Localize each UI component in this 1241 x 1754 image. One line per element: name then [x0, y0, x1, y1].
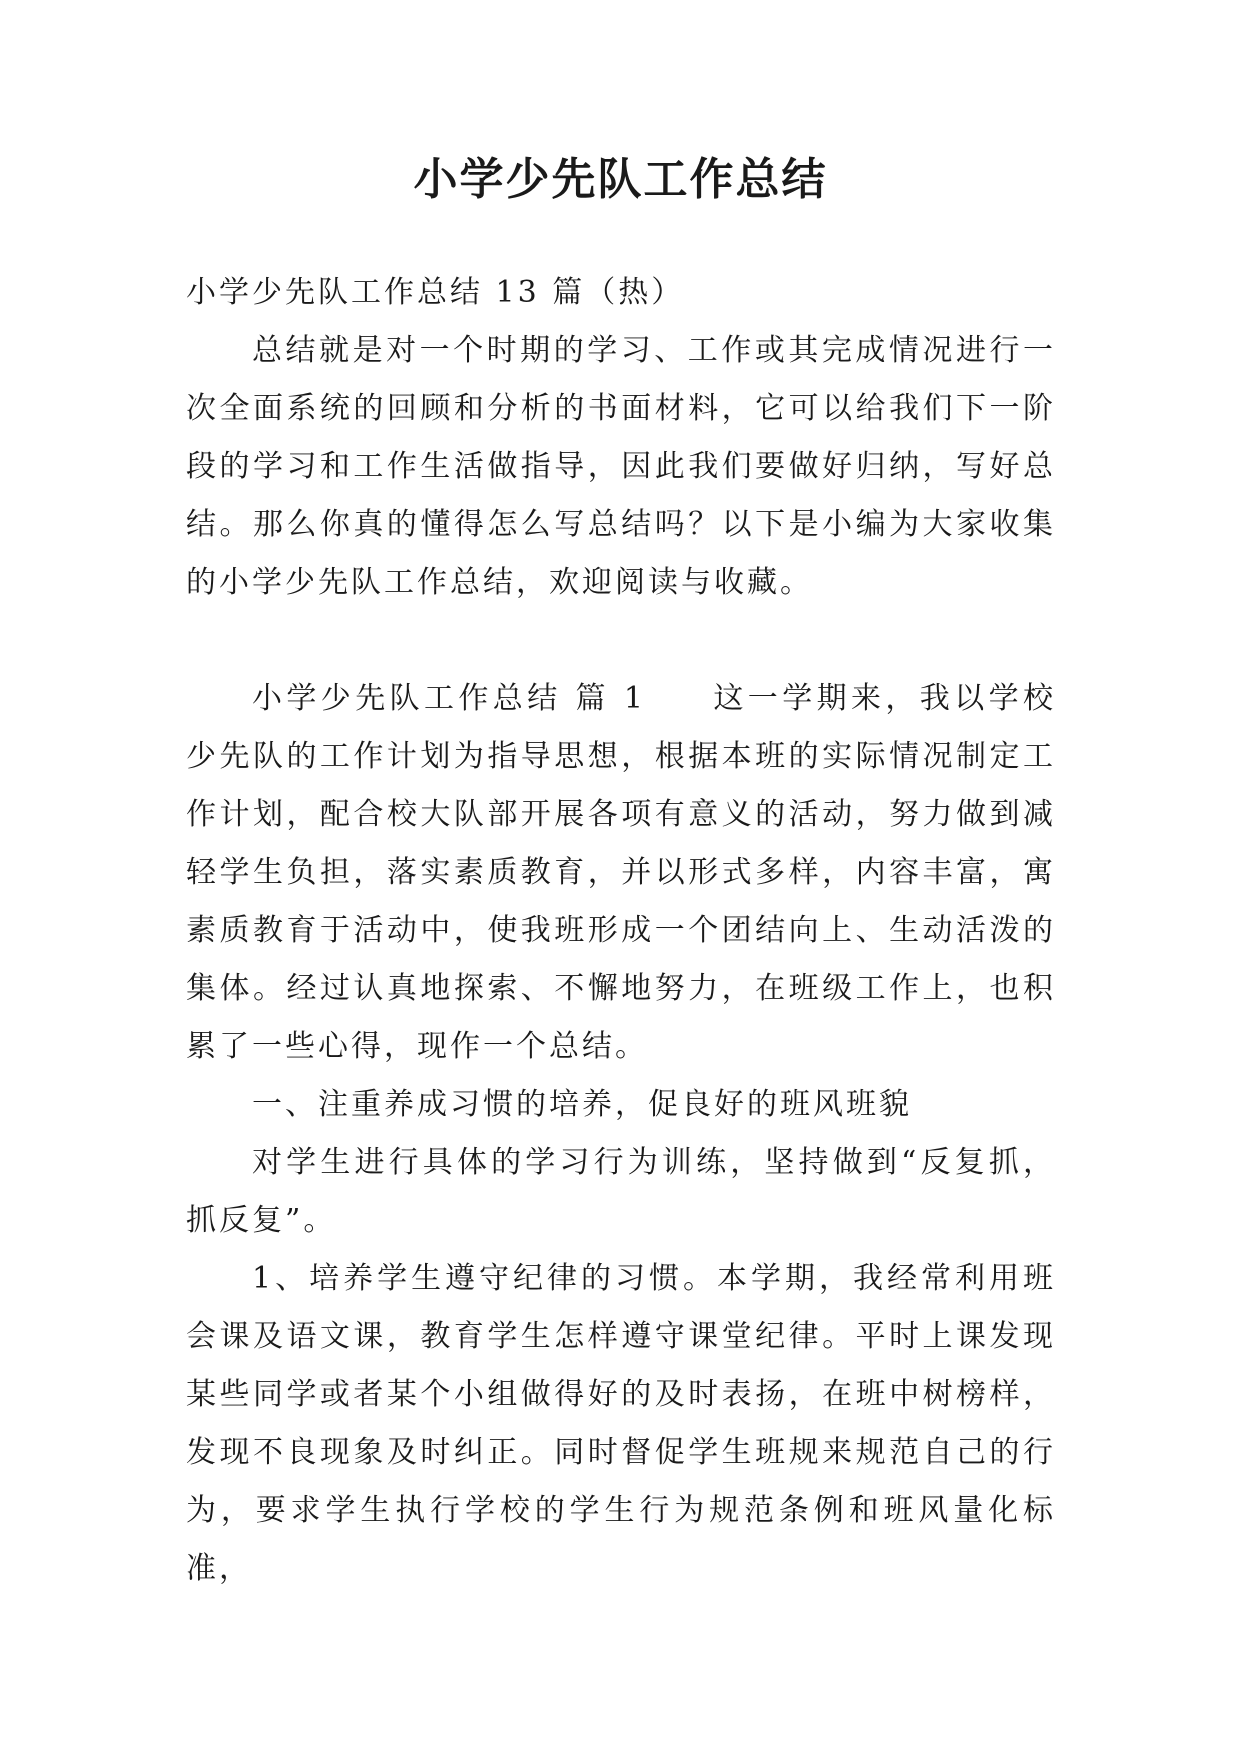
section-1-heading: 小学少先队工作总结 篇 1	[252, 681, 646, 716]
document-title: 小学少先队工作总结	[413, 154, 828, 205]
paragraph-spacer	[186, 612, 1056, 670]
document-subtitle: 小学少先队工作总结 13 篇（热）	[186, 275, 685, 310]
section-1-paragraph	[186, 670, 1056, 1076]
point-1-paragraph: 对学生进行具体的学习行为训练，坚持做到“反复抓，抓反复”。	[186, 1145, 1056, 1238]
point-1-heading: 一、注重养成习惯的培养，促良好的班风班貌	[252, 1087, 912, 1122]
document-body	[186, 264, 1056, 1598]
section-1-text: 这一学期来，我以学校少先队的工作计划为指导思想，根据本班的实际情况制定工作计划，配合校大队部开展各项有意义的活动，努力做到减轻学生负担，落实素质教育，并以形式多样，内容丰富，寓素质教育于活动中，使我班形成一个团结向上、生动活泼的集体。经过认真地探索、不懈地努力，在班级工作上，也积累了一些心得，现作一个总结。	[186, 681, 1056, 1064]
intro-paragraph: 总结就是对一个时期的学习、工作或其完成情况进行一次全面系统的回顾和分析的书面材料，它可以给我们下一阶段的学习和工作生活做指导，因此我们要做好归纳，写好总结。那么你真的懂得怎么写总结吗？以下是小编为大家收集的小学少先队工作总结，欢迎阅读与收藏。	[186, 333, 1056, 600]
point-1-item-1: 1、培养学生遵守纪律的习惯。本学期，我经常利用班会课及语文课，教育学生怎样遵守课堂纪律。平时上课发现某些同学或者某个小组做得好的及时表扬，在班中树榜样，发现不良现象及时纠正。同时督促学生班规来规范自己的行为，要求学生执行学校的学生行为规范条例和班风量化标准，	[186, 1261, 1056, 1586]
